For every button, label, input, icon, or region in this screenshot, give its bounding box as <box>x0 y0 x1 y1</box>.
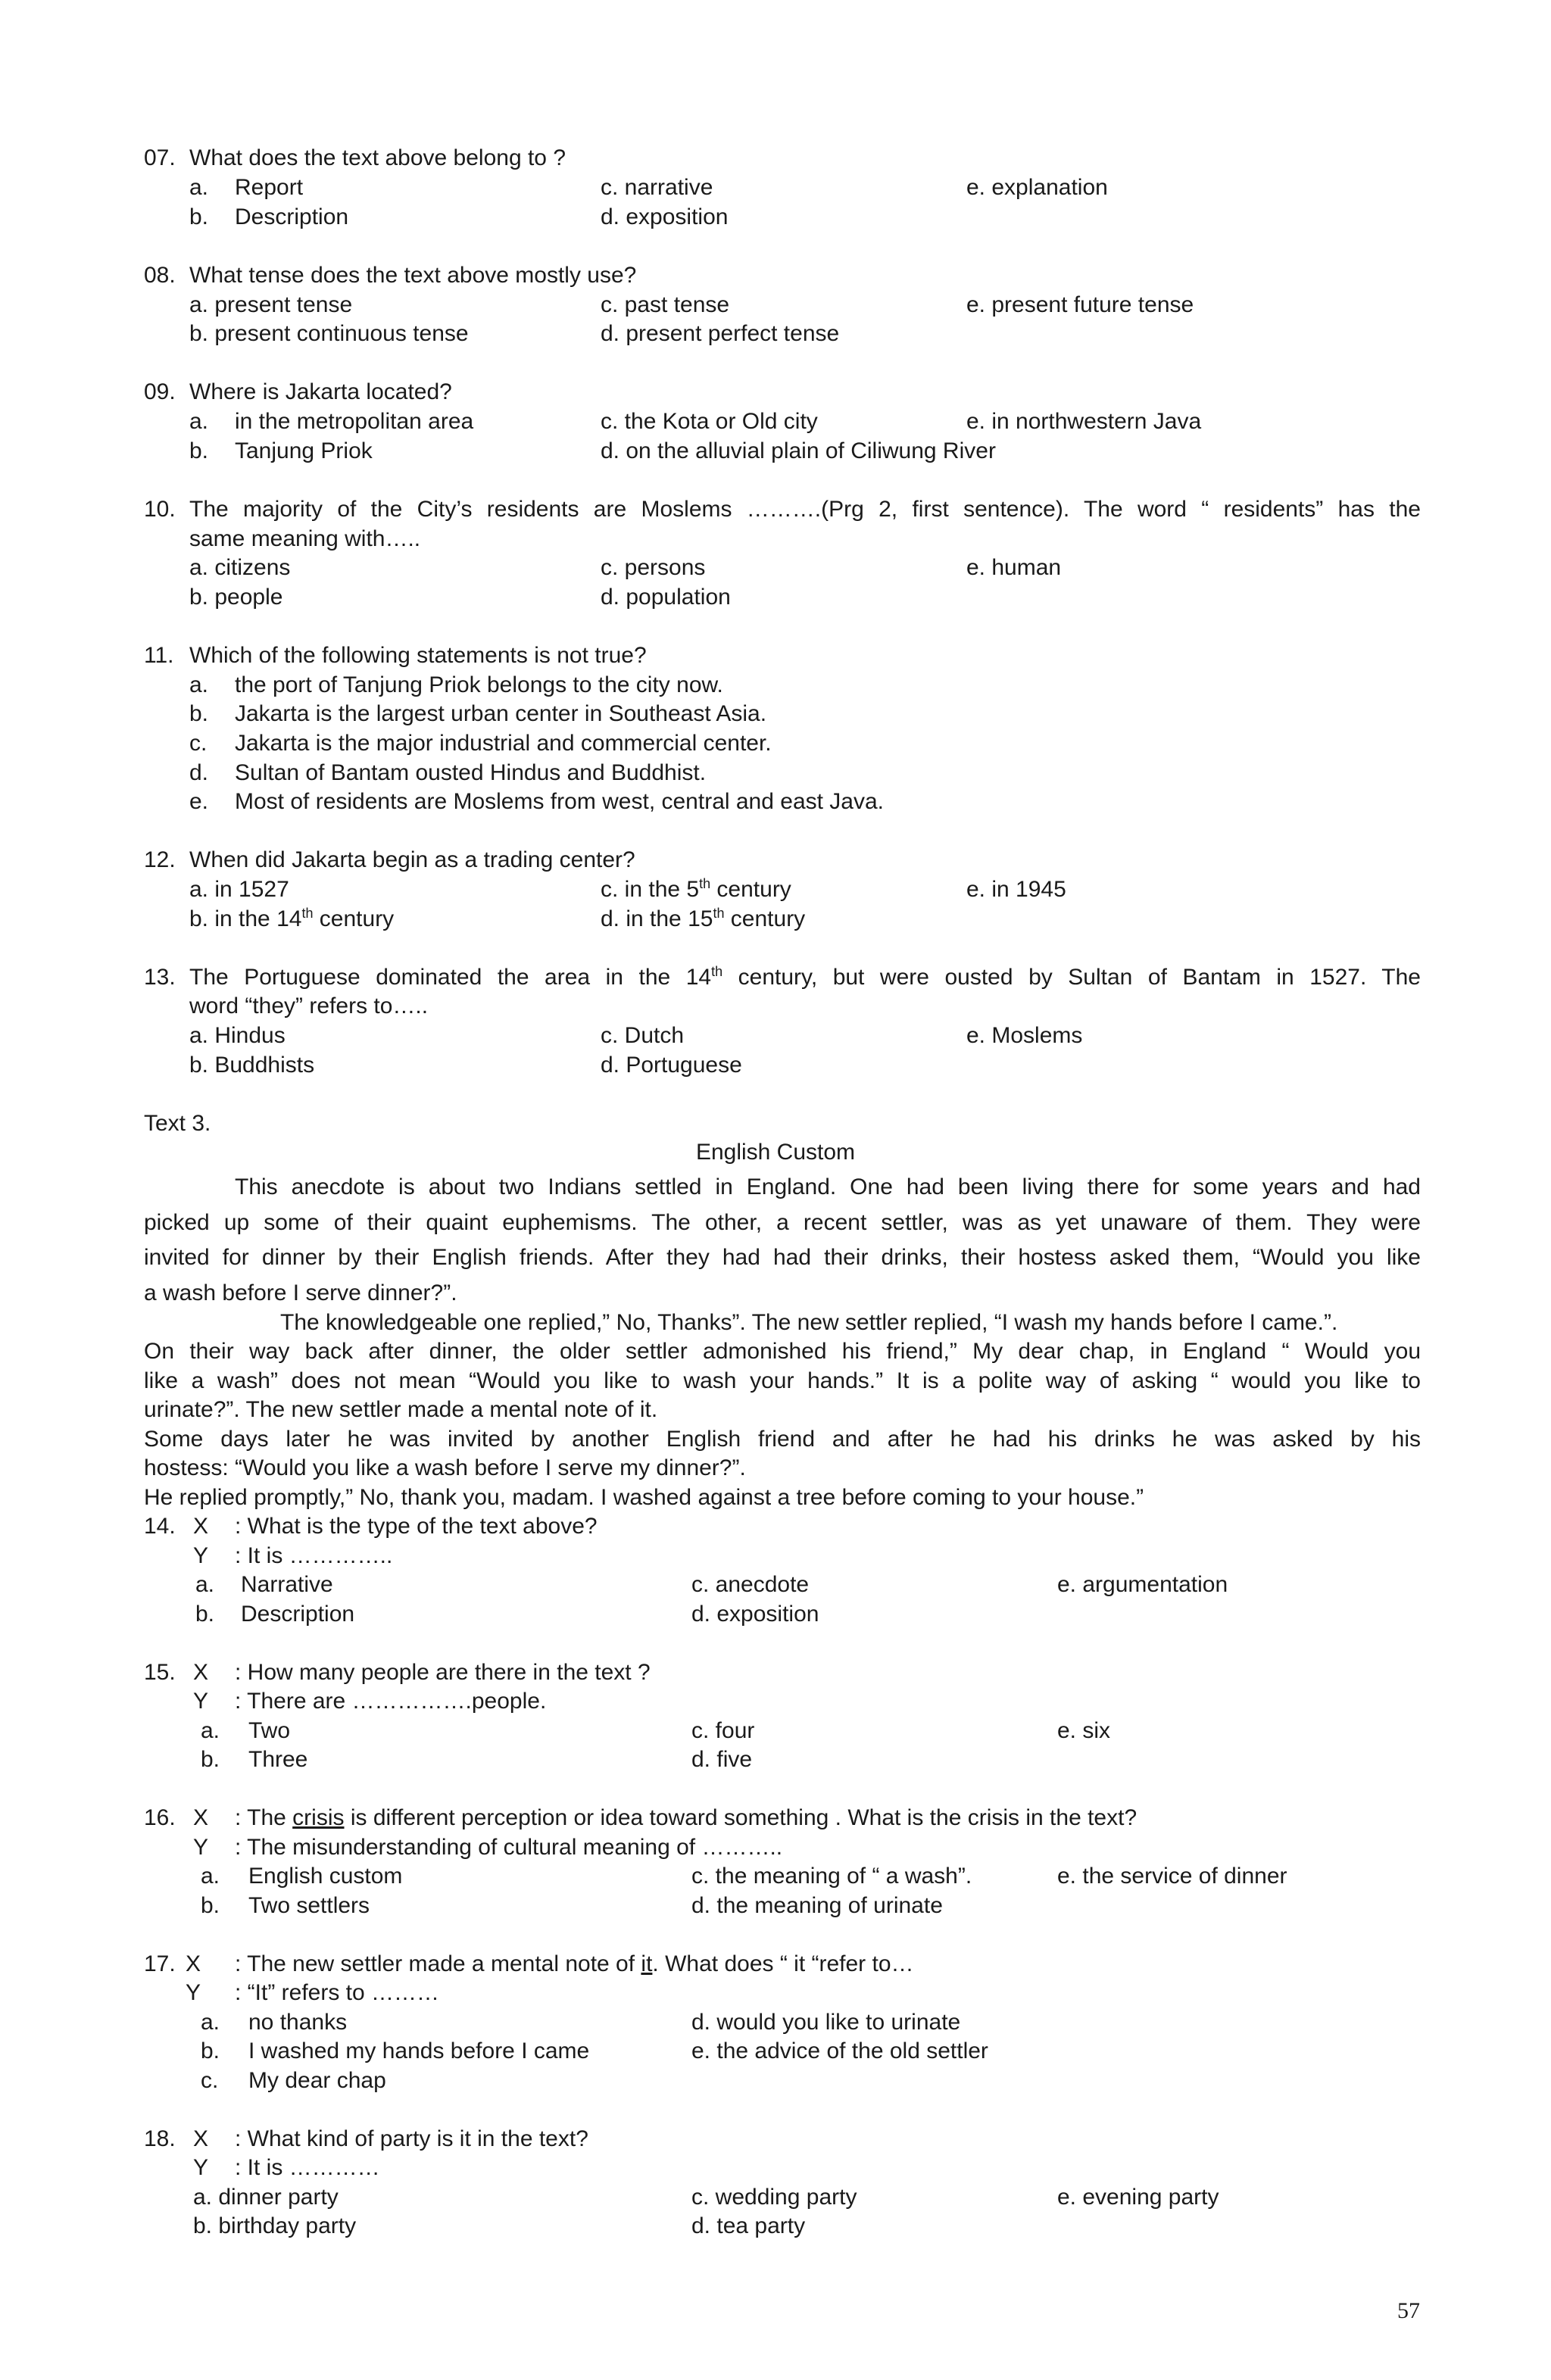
speaker-x: X <box>193 1660 209 1685</box>
question-stem-cont: same meaning with….. <box>189 526 421 551</box>
question-number: 18. <box>144 2126 176 2151</box>
option-label: b. <box>189 438 209 463</box>
option-a: the port of Tanjung Priok belongs to the city now. <box>235 672 723 697</box>
question-stem: The majority of the City’s residents are Moslems ……….(Prg 2, first sentence). The word “ residents” has the <box>189 497 1421 522</box>
speaker-x: X <box>193 1805 209 1830</box>
option-a: Report <box>235 175 304 200</box>
option-d: d. exposition <box>601 204 729 229</box>
page-number: 57 <box>1397 2298 1420 2323</box>
option-b: Tanjung Priok <box>235 438 373 463</box>
option-b: b. present continuous tense <box>189 321 469 346</box>
option-b: b. in the 14th century <box>189 906 395 931</box>
option-b: Description <box>241 1602 355 1627</box>
option-d: d. exposition <box>691 1602 819 1627</box>
option-c: c. Dutch <box>601 1023 685 1048</box>
option-a: English custom <box>248 1864 403 1889</box>
question-stem: What does the text above belong to ? <box>189 145 566 170</box>
speaker-y-text: : There are …………….people. <box>235 1689 547 1714</box>
option-d: Sultan of Bantam ousted Hindus and Buddhist. <box>235 760 707 785</box>
option-label: a. <box>189 409 209 434</box>
question-number: 09. <box>144 379 176 404</box>
speaker-y: Y <box>193 2155 209 2180</box>
speaker-y: Y <box>186 1980 201 2005</box>
option-b: Jakarta is the largest urban center in Southeast Asia. <box>235 701 767 726</box>
option-e: e. the service of dinner <box>1057 1864 1287 1889</box>
option-a: Narrative <box>241 1572 333 1597</box>
option-label: d. <box>189 760 209 785</box>
question-stem: When did Jakarta begin as a trading center? <box>189 847 635 872</box>
speaker-x: X <box>193 1514 209 1539</box>
option-c: c. the Kota or Old city <box>601 409 818 434</box>
option-label: a. <box>189 672 209 697</box>
question-stem: The Portuguese dominated the area in the 14th century, but were ousted by Sultan of Bantam in 1527. The <box>189 964 1421 990</box>
speaker-x-text: : What kind of party is it in the text? <box>235 2126 588 2151</box>
speaker-x-text: : How many people are there in the text ? <box>235 1660 651 1685</box>
question-number: 10. <box>144 497 176 522</box>
speaker-y-text: : “It” refers to ……… <box>235 1980 440 2005</box>
option-label: b. <box>189 701 209 726</box>
option-label: a. <box>201 1864 220 1889</box>
question-number: 07. <box>144 145 176 170</box>
option-d: d. on the alluvial plain of Ciliwung River <box>601 438 996 463</box>
question-number: 11. <box>144 643 174 668</box>
option-e: e. in 1945 <box>966 877 1066 902</box>
option-b: Description <box>235 204 349 229</box>
question-stem-cont: word “they” refers to….. <box>189 993 429 1018</box>
option-c: Jakarta is the major industrial and commercial center. <box>235 731 772 756</box>
option-a: in the metropolitan area <box>235 409 474 434</box>
question-stem: Where is Jakarta located? <box>189 379 452 404</box>
option-e: e. argumentation <box>1057 1572 1228 1597</box>
option-e: e. Moslems <box>966 1023 1083 1048</box>
option-e: e. human <box>966 555 1062 580</box>
option-d: d. present perfect tense <box>601 321 840 346</box>
option-c: c. the meaning of “ a wash”. <box>691 1864 972 1889</box>
option-a: a. dinner party <box>193 2185 339 2210</box>
paragraph-line: picked up some of their quaint euphemisms. The other, a recent settler, was as yet unaware of them. They were <box>144 1210 1421 1235</box>
option-a: a. present tense <box>189 292 353 317</box>
option-label: a. <box>201 1718 220 1743</box>
option-d: d. would you like to urinate <box>691 2010 961 2035</box>
text-title: English Custom <box>695 1140 856 1165</box>
option-d: d. tea party <box>691 2213 806 2238</box>
option-label: b. <box>201 1893 220 1918</box>
paragraph-line: Some days later he was invited by another English friend and after he had his drinks he was asked by his <box>144 1427 1421 1452</box>
paragraph-line: urinate?”. The new settler made a mental note of it. <box>144 1397 658 1422</box>
option-a: a. Hindus <box>189 1023 286 1048</box>
speaker-y: Y <box>193 1835 209 1860</box>
question-number: 15. <box>144 1660 176 1685</box>
question-stem: What tense does the text above mostly use? <box>189 263 637 288</box>
option-label: b. <box>189 204 209 229</box>
option-a: Two <box>248 1718 291 1743</box>
speaker-y-text: : The misunderstanding of cultural meaning of ……….. <box>235 1835 783 1860</box>
option-c: c. in the 5th century <box>601 876 791 902</box>
option-b: b. birthday party <box>193 2213 357 2238</box>
question-number: 12. <box>144 847 176 872</box>
option-e: e. evening party <box>1057 2185 1219 2210</box>
option-c: c. four <box>691 1718 755 1743</box>
option-label: b. <box>201 2038 220 2063</box>
option-c: c. wedding party <box>691 2185 857 2210</box>
question-number: 14. <box>144 1514 176 1539</box>
question-stem: Which of the following statements is not true? <box>189 643 647 668</box>
option-c: c. past tense <box>601 292 730 317</box>
option-c: My dear chap <box>248 2068 386 2093</box>
option-e: e. explanation <box>966 175 1108 200</box>
option-b: Three <box>248 1747 308 1772</box>
option-label: a. <box>189 175 209 200</box>
option-e: e. in northwestern Java <box>966 409 1202 434</box>
speaker-x-text: : The new settler made a mental note of it. What does “ it “refer to… <box>235 1951 914 1976</box>
paragraph-line: He replied promptly,” No, thank you, madam. I washed against a tree before coming to your house.” <box>144 1485 1144 1510</box>
option-e: Most of residents are Moslems from west, central and east Java. <box>235 789 885 814</box>
option-b: I washed my hands before I came <box>248 2038 590 2063</box>
option-e: e. six <box>1057 1718 1111 1743</box>
speaker-y-text: : It is ………… <box>235 2155 380 2180</box>
option-c: c. narrative <box>601 175 713 200</box>
paragraph-line: like a wash” does not mean “Would you like to wash your hands.” It is a polite way of asking “ would you like to <box>144 1368 1421 1393</box>
paragraph-line: The knowledgeable one replied,” No, Thanks”. The new settler replied, “I wash my hands before I came.”. <box>280 1310 1338 1335</box>
option-label: a. <box>195 1572 215 1597</box>
option-d: d. Portuguese <box>601 1053 742 1078</box>
speaker-x: X <box>186 1951 201 1976</box>
paragraph-line: invited for dinner by their English friends. After they had had their drinks, their hostess asked them, “Would you like <box>144 1245 1421 1270</box>
option-d: d. in the 15th century <box>601 906 806 931</box>
question-number: 08. <box>144 263 176 288</box>
speaker-y: Y <box>193 1689 209 1714</box>
option-e: e. the advice of the old settler <box>691 2038 988 2063</box>
speaker-y: Y <box>193 1543 209 1568</box>
question-number: 13. <box>144 965 176 990</box>
option-label: b. <box>195 1602 215 1627</box>
option-label: c. <box>201 2068 219 2093</box>
option-a: a. citizens <box>189 555 291 580</box>
paragraph-line: On their way back after dinner, the older settler admonished his friend,” My dear chap, in England “ Would you <box>144 1339 1421 1364</box>
option-d: d. the meaning of urinate <box>691 1893 943 1918</box>
option-c: c. anecdote <box>691 1572 810 1597</box>
speaker-x-text: : The crisis is different perception or idea toward something . What is the crisis in the text? <box>235 1805 1138 1830</box>
option-b: b. Buddhists <box>189 1053 315 1078</box>
option-d: d. five <box>691 1747 753 1772</box>
option-b: Two settlers <box>248 1893 370 1918</box>
option-label: e. <box>189 789 209 814</box>
option-d: d. population <box>601 585 731 610</box>
paragraph-line: This anecdote is about two Indians settled in England. One had been living there for some years and had <box>235 1174 1421 1199</box>
speaker-x-text: : What is the type of the text above? <box>235 1514 598 1539</box>
paragraph-line: a wash before I serve dinner?”. <box>144 1280 457 1305</box>
paragraph-line: hostess: “Would you like a wash before I serve my dinner?”. <box>144 1455 746 1480</box>
option-label: c. <box>189 731 208 756</box>
option-a: a. in 1527 <box>189 877 289 902</box>
option-e: e. present future tense <box>966 292 1194 317</box>
option-b: b. people <box>189 585 283 610</box>
text-label: Text 3. <box>144 1111 211 1136</box>
speaker-x: X <box>193 2126 209 2151</box>
question-number: 16. <box>144 1805 176 1830</box>
speaker-y-text: : It is ………….. <box>235 1543 393 1568</box>
option-a: no thanks <box>248 2010 348 2035</box>
option-c: c. persons <box>601 555 706 580</box>
option-label: a. <box>201 2010 220 2035</box>
question-number: 17. <box>144 1951 176 1976</box>
option-label: b. <box>201 1747 220 1772</box>
